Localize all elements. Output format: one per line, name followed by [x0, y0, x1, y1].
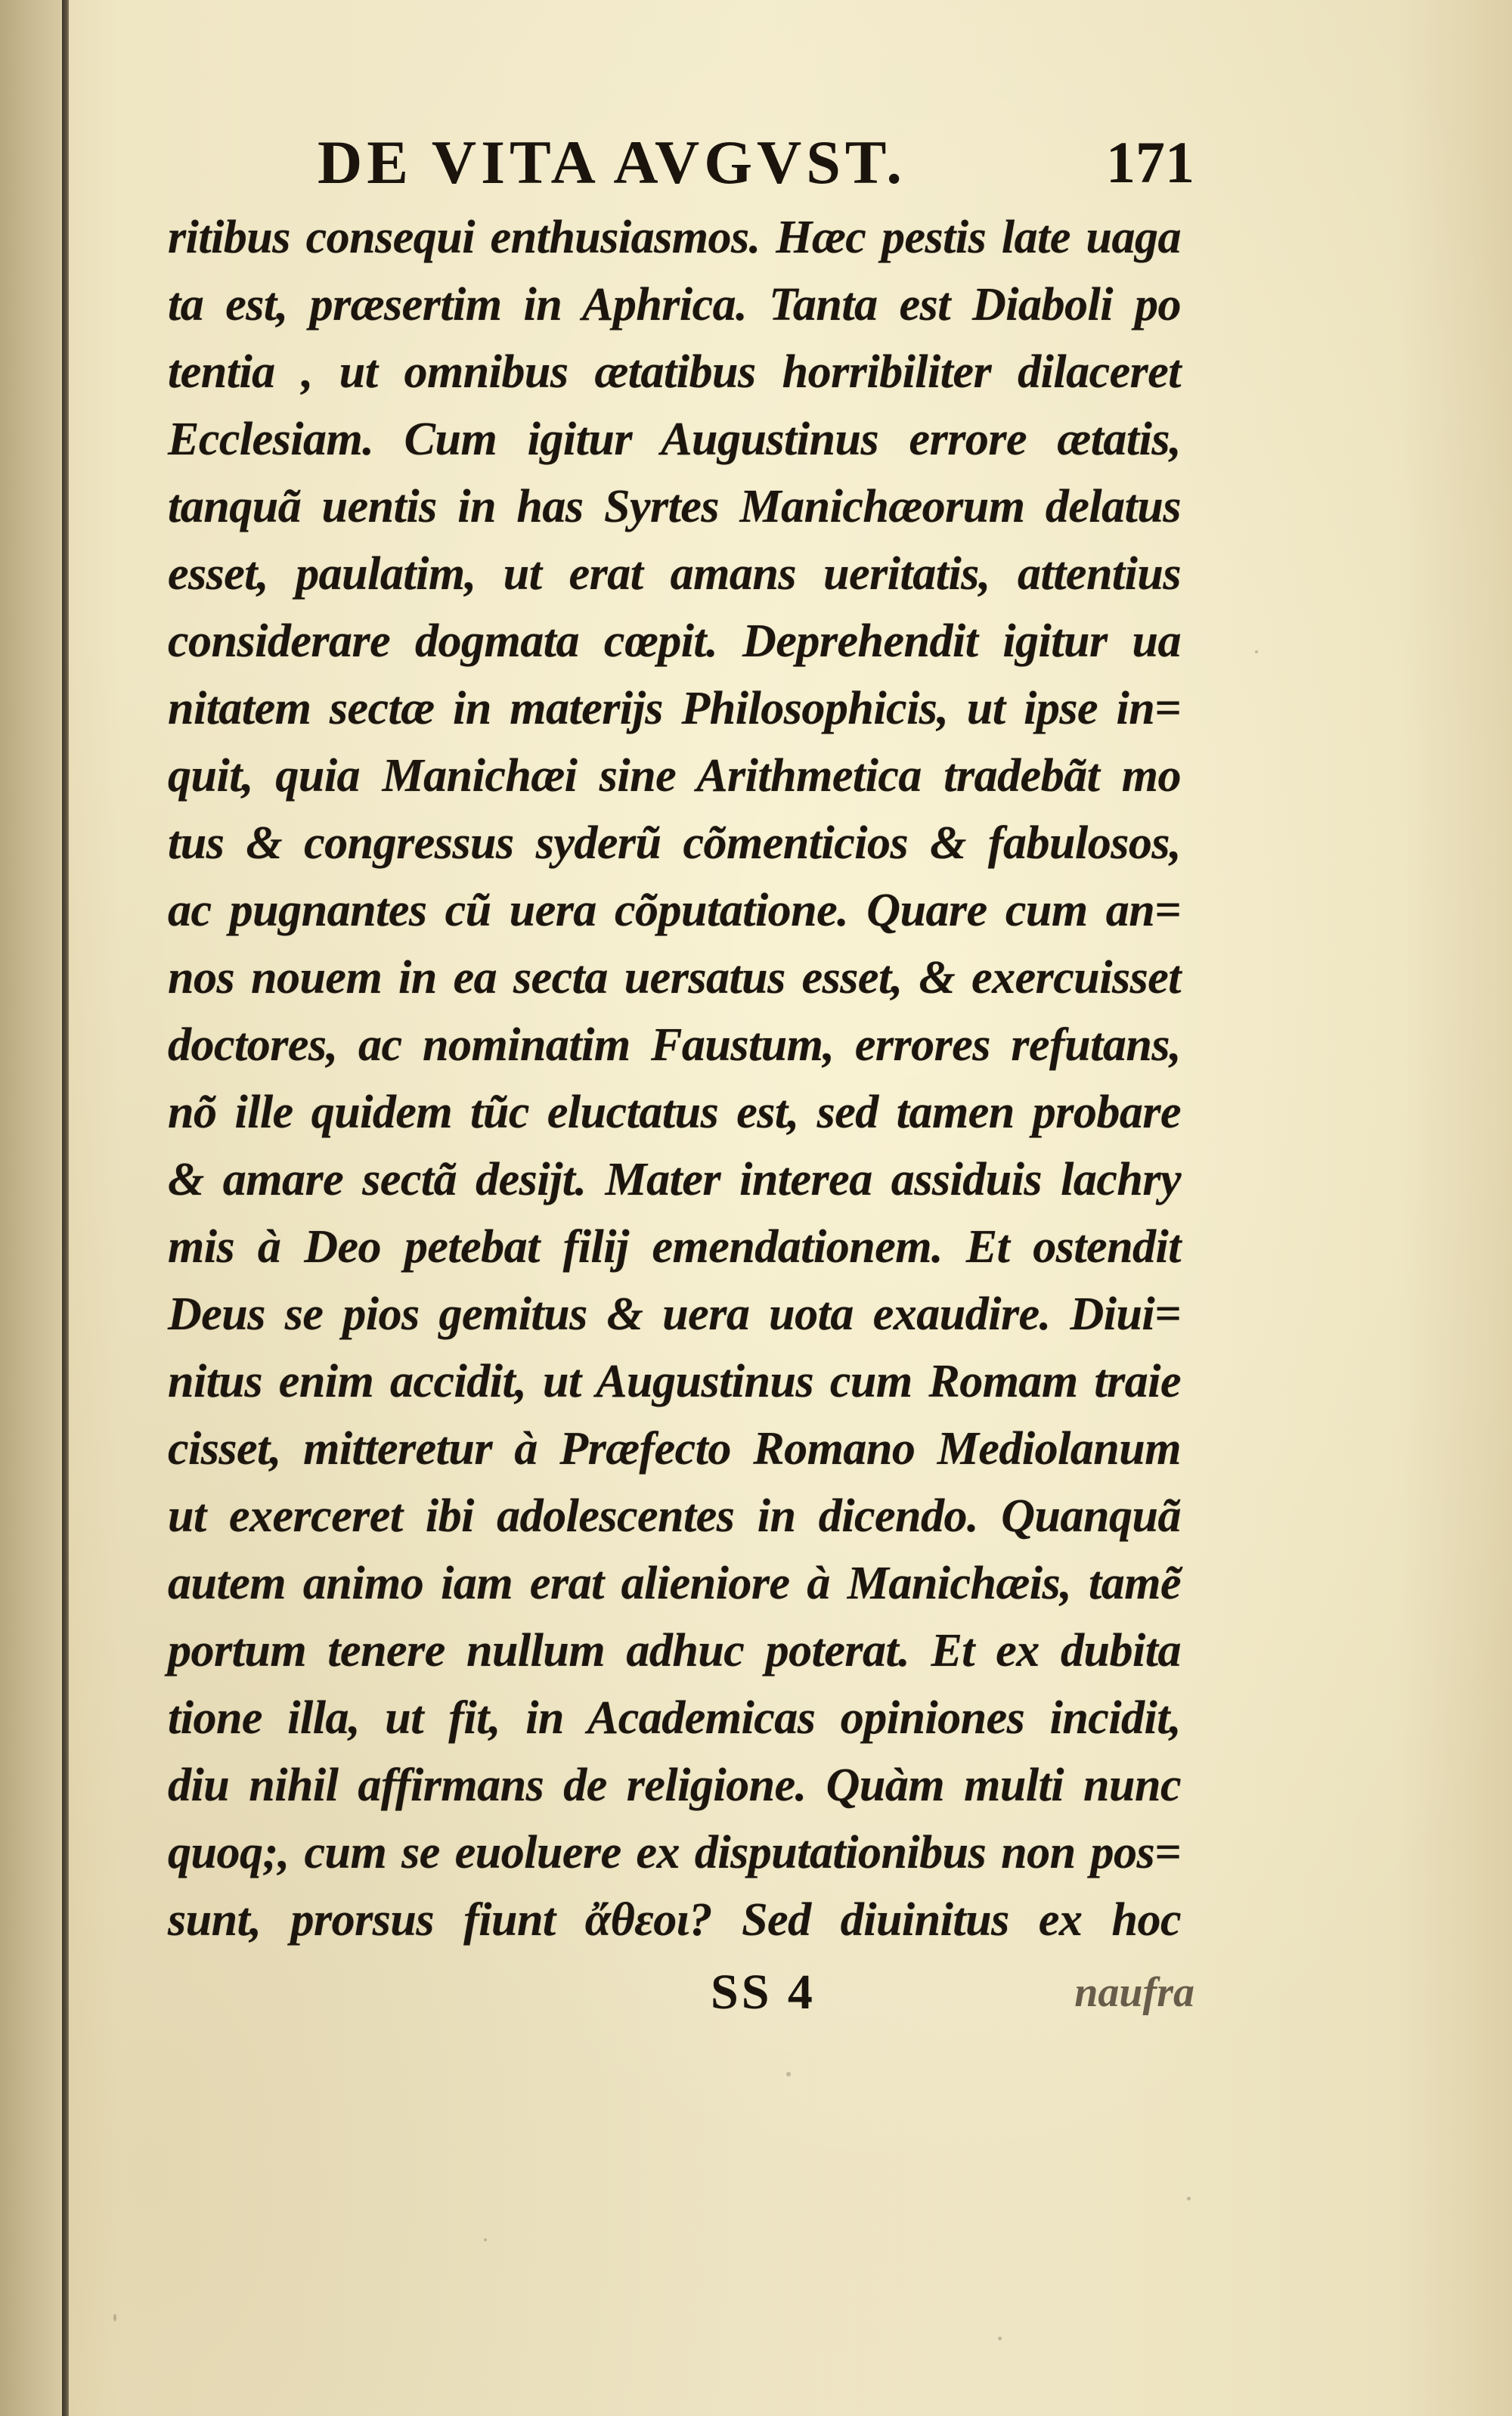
- text-line: ut exerceret ibi adolescentes in dicendo. Quanquã: [168, 1490, 1181, 1542]
- binding-edge: [62, 0, 69, 2416]
- text-line: diu nihil affirmans de religione. Quàm multi nunc: [168, 1760, 1181, 1811]
- body-text: [168, 204, 1181, 1954]
- text-line: tus & congressus syderũ cõmenticios & fabulosos,: [168, 817, 1181, 869]
- text-line: nõ ille quidem tũc eluctatus est, sed tamen probare: [168, 1087, 1181, 1138]
- text-line: esset, paulatim, ut erat amans ueritatis, attentius: [168, 548, 1181, 600]
- text-line: tanquã uentis in has Syrtes Manichæorum delatus: [168, 481, 1181, 532]
- paper-speck: [1187, 2197, 1191, 2200]
- text-line: autem animo iam erat alieniore à Manichæis, tamẽ: [168, 1558, 1181, 1609]
- paper-speck: [1255, 650, 1258, 653]
- text-line: ac pugnantes cũ uera cõputatione. Quare cum an=: [168, 885, 1181, 936]
- text-line: & amare sectã desijt. Mater interea assiduis lachry: [168, 1154, 1181, 1205]
- text-line: Deus se pios gemitus & uera uota exaudire. Diui=: [168, 1289, 1181, 1340]
- running-head: DE VITA AVGVST.: [318, 128, 906, 197]
- text-line: nos nouem in ea secta uersatus esset, & exercuisset: [168, 952, 1181, 1003]
- text-line: doctores, ac nominatim Faustum, errores refutans,: [168, 1019, 1181, 1071]
- text-line: mis à Deo petebat filij emendationem. Et ostendit: [168, 1221, 1181, 1273]
- text-line: portum tenere nullum adhuc poterat. Et ex dubita: [168, 1625, 1181, 1676]
- text-line: tentia , ut omnibus ætatibus horribiliter dilaceret: [168, 346, 1181, 398]
- paper-speck: [484, 2238, 487, 2241]
- text-line: considerare dogmata cœpit. Deprehendit igitur ua: [168, 616, 1181, 667]
- text-line: quit, quia Manichæi sine Arithmetica tradebãt mo: [168, 750, 1181, 802]
- paper-speck: [786, 2072, 791, 2076]
- paper-speck: [113, 2314, 116, 2321]
- text-line: quoq;, cum se euoluere ex disputationibus non pos=: [168, 1827, 1181, 1878]
- gutter-shadow: [0, 0, 62, 2416]
- paper-speck: [998, 2337, 1002, 2340]
- page-footer: [711, 1955, 1194, 2030]
- catchword: naufra: [1074, 1969, 1194, 2016]
- text-line: ritibus consequi enthusiasmos. Hæc pestis late uaga: [168, 212, 1181, 263]
- text-line: sunt, prorsus fiunt ἄθεοι? Sed diuinitus ex hoc: [168, 1894, 1181, 1946]
- text-line: nitatem sectæ in materijs Philosophicis, ut ipse in=: [168, 683, 1181, 734]
- page-number: 171: [1106, 129, 1194, 195]
- text-line: Ecclesiam. Cum igitur Augustinus errore ætatis,: [168, 414, 1181, 465]
- text-line: tione illa, ut fit, in Academicas opiniones incidit,: [168, 1692, 1181, 1744]
- text-line: cisset, mitteretur à Præfecto Romano Mediolanum: [168, 1423, 1181, 1475]
- signature-mark: SS 4: [711, 1965, 816, 2020]
- text-line: ta est, præsertim in Aphrica. Tanta est Diaboli po: [168, 279, 1181, 330]
- page-header: [318, 121, 1194, 204]
- text-line: nitus enim accidit, ut Augustinus cum Romam traie: [168, 1356, 1181, 1407]
